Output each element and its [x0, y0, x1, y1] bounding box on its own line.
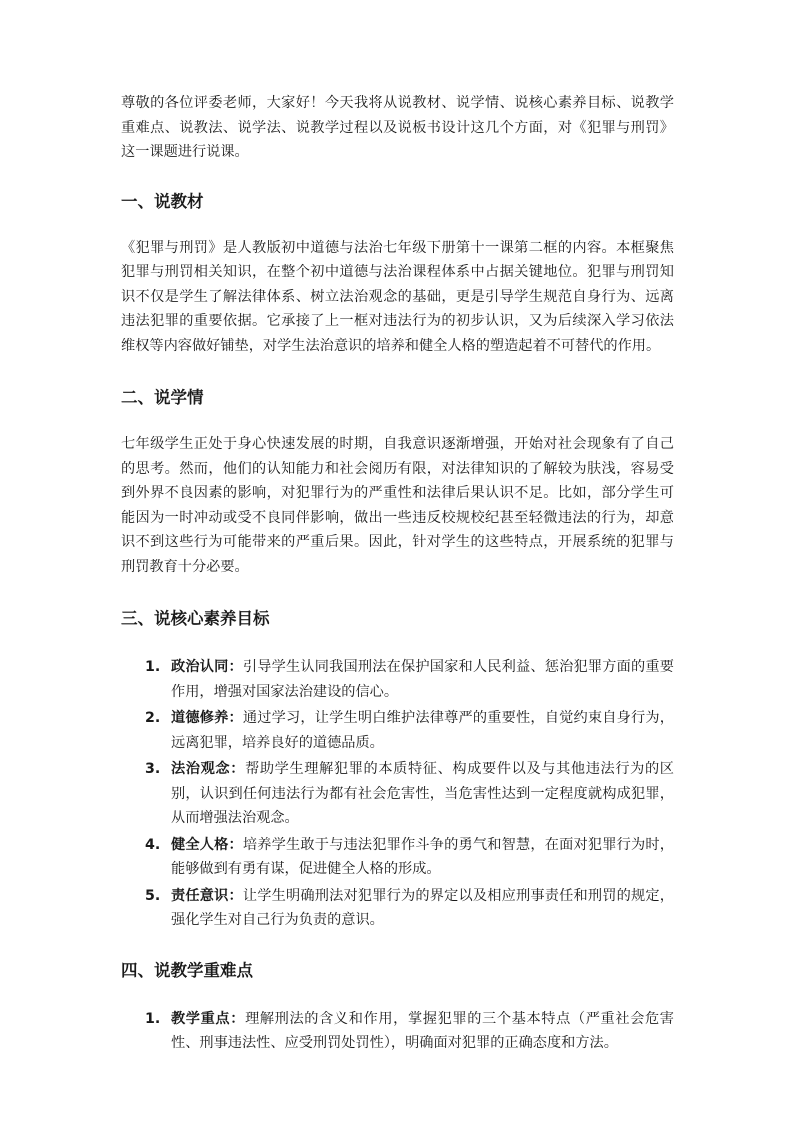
section-title-goals: 三、说核心素养目标	[121, 609, 270, 628]
section-title-keypoints: 四、说教学重难点	[121, 960, 253, 980]
goals-list	[121, 655, 674, 933]
keypoints-list	[121, 1007, 674, 1056]
list-term: 健全人格：	[171, 836, 243, 853]
list-text: 引导学生认同我国刑法在保护国家和人民利益、惩治犯罪方面的重要作用，增强对国家法治建设的信心。	[171, 659, 674, 700]
list-text: 帮助学生理解犯罪的本质特征、构成要件以及与其他违法行为的区别，认识到任何违法行为都有社会危害性，当危害性达到一定程度就构成犯罪，从而增强法治观念。	[171, 761, 674, 826]
list-number: 5.	[145, 887, 161, 904]
section-title-students: 二、说学情	[121, 388, 204, 407]
list-item	[121, 655, 674, 704]
list-text: 让学生明确刑法对犯罪行为的界定以及相应刑事责任和刑罚的规定，强化学生对自己行为负责的意识。	[171, 887, 674, 928]
list-number: 1.	[145, 659, 161, 675]
list-number: 2.	[145, 710, 161, 726]
textbook-paragraph: 《犯罪与刑罚》是人教版初中道德与法治七年级下册第十一课第二框的内容。本框聚焦犯罪与刑罚相关知识，在整个初中道德与法治课程体系中占据关键地位。犯罪与刑罚知识不仅是学生了解法律体系、树立法治观念的基础，更是引导学生规范自身行为、远离违法犯罪的重要依据。它承接了上一框对违法行为的初步认识，又为后续深入学习依法维权等内容做好铺垫，对学生法治意识的培养和健全人格的塑造起着不可替代的作用。	[121, 239, 674, 354]
list-term: 道德修养：	[171, 710, 243, 726]
list-term: 法治观念：	[171, 761, 246, 777]
list-item	[121, 884, 674, 933]
section-title-textbook: 一、说教材	[121, 191, 204, 211]
students-paragraph: 七年级学生正处于身心快速发展的时期，自我意识逐渐增强，开始对社会现象有了自己的思考。然而，他们的认知能力和社会阅历有限，对法律知识的了解较为肤浅，容易受到外界不良因素的影响，对犯罪行为的严重性和法律后果认识不足。比如，部分学生可能因为一时冲动或受不良同伴影响，做出一些违反校规校纪甚至轻微违法的行为，却意识不到这些行为可能带来的严重后果。因此，针对学生的这些特点，开展系统的犯罪与刑罚教育十分必要。	[121, 436, 674, 575]
list-term: 政治认同：	[171, 659, 243, 675]
list-text: 理解刑法的含义和作用，掌握犯罪的三个基本特点（严重社会危害性、刑事违法性、应受刑罚处罚性），明确面对犯罪的正确态度和方法。	[171, 1010, 674, 1051]
list-text: 通过学习，让学生明白维护法律尊严的重要性，自觉约束自身行为，远离犯罪，培养良好的道德品质。	[171, 710, 674, 751]
intro-paragraph: 尊敬的各位评委老师，大家好！今天我将从说教材、说学情、说核心素养目标、说教学重难点、说教法、说学法、说教学过程以及说板书设计这几个方面，对《犯罪与刑罚》这一课题进行说课。	[121, 95, 674, 160]
list-term: 教学重点：	[171, 1010, 246, 1027]
list-term: 责任意识：	[171, 887, 243, 904]
list-number: 3.	[145, 761, 161, 777]
list-number: 1.	[145, 1010, 161, 1027]
list-item	[121, 1007, 674, 1056]
list-number: 4.	[145, 836, 161, 853]
list-item	[121, 706, 674, 755]
list-item	[121, 833, 674, 882]
list-item	[121, 757, 674, 831]
list-text: 培养学生敢于与违法犯罪作斗争的勇气和智慧，在面对犯罪行为时，能够做到有勇有谋，促进健全人格的形成。	[171, 836, 674, 877]
document-page	[121, 91, 674, 1058]
